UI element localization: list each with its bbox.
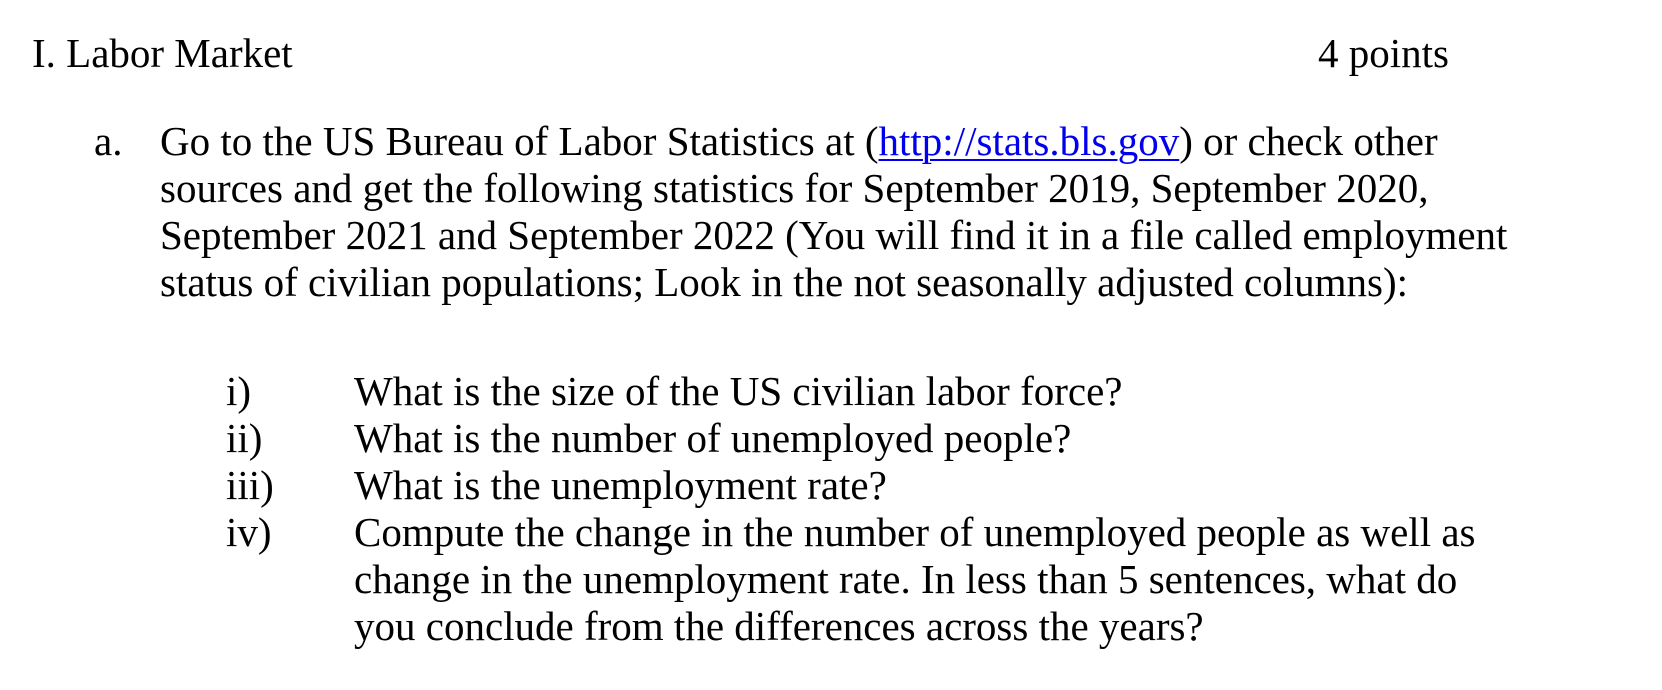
subquestion-line: Compute the change in the number of unemployed people as well as	[354, 509, 1476, 555]
subquestion-line: change in the unemployment rate. In less than 5 sentences, what do	[354, 556, 1458, 602]
question-a-marker: a.	[94, 118, 123, 164]
question-a-line-1-start: Go to the US Bureau of Labor Statistics at (	[160, 118, 879, 164]
subquestion-iii	[226, 462, 1646, 509]
question-a-line-3: September 2021 and September 2022 (You will find it in a file called employment	[160, 212, 1508, 258]
subquestion-numeral: iv)	[226, 509, 272, 555]
subquestion-text	[354, 368, 1646, 415]
subquestion-numeral: i)	[226, 368, 252, 414]
question-a-text	[160, 118, 1640, 306]
subquestion-numeral: ii)	[226, 415, 263, 461]
subquestion-text	[354, 462, 1646, 509]
question-a-line-4: status of civilian populations; Look in the not seasonally adjusted columns):	[160, 259, 1409, 305]
subquestion-iv	[226, 509, 1646, 650]
subquestion-i	[226, 368, 1646, 415]
subquestion-line: What is the unemployment rate?	[354, 462, 887, 508]
subquestion-numeral: iii)	[226, 462, 274, 508]
points-label: 4 points	[1318, 30, 1449, 76]
question-a-line-2: sources and get the following statistics for September 2019, September 2020,	[160, 165, 1429, 211]
question-a-line-1-end: ) or check other	[1179, 118, 1438, 164]
subquestion-text	[354, 415, 1646, 462]
section-title: I. Labor Market	[32, 30, 293, 76]
subquestion-text	[354, 509, 1646, 650]
subquestion-list	[226, 368, 1646, 650]
subquestion-line: you conclude from the differences across the years?	[354, 603, 1204, 649]
question-a-line-1	[160, 118, 1640, 165]
subquestion-ii	[226, 415, 1646, 462]
subquestion-line: What is the number of unemployed people?	[354, 415, 1072, 461]
subquestion-line: What is the size of the US civilian labor force?	[354, 368, 1123, 414]
bls-link[interactable]: http://stats.bls.gov	[878, 118, 1180, 164]
